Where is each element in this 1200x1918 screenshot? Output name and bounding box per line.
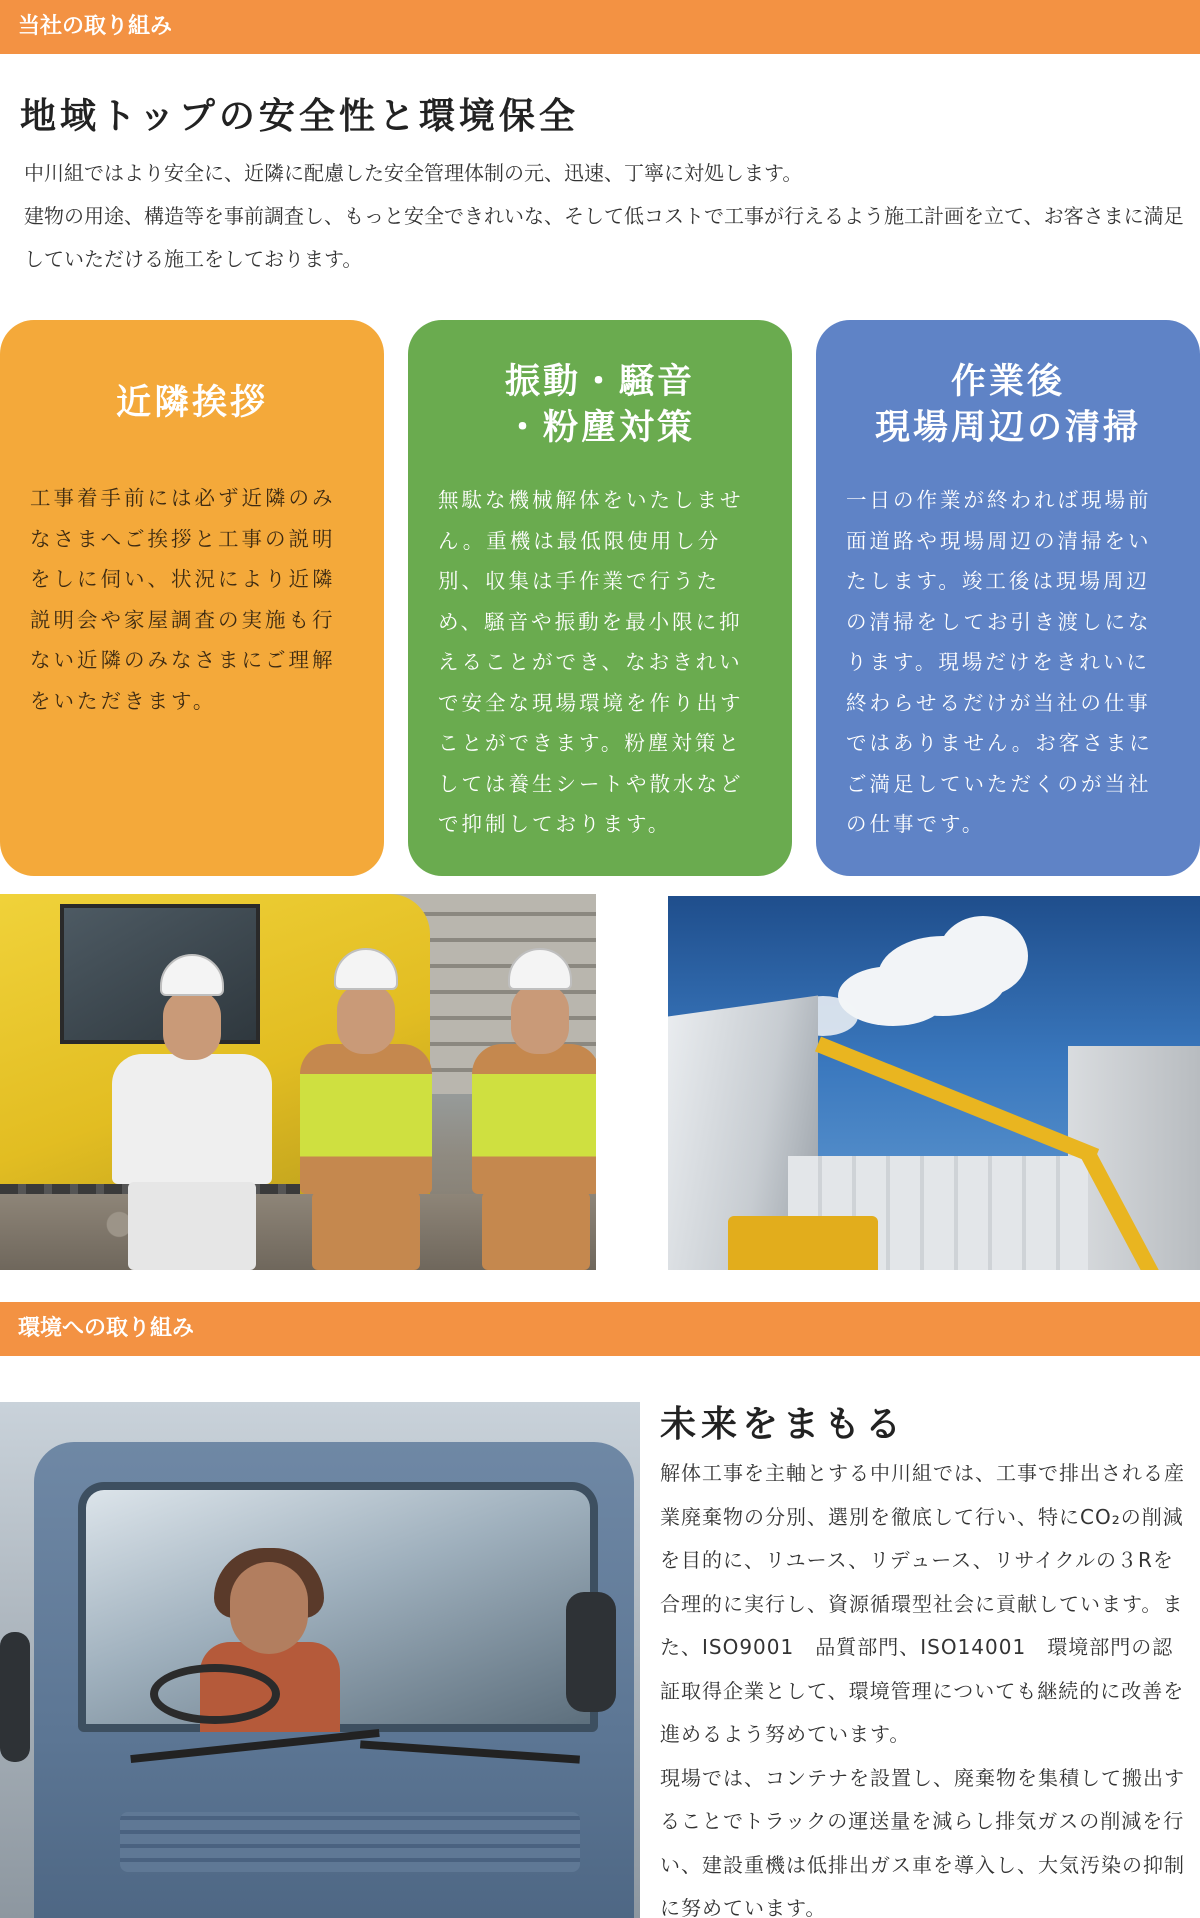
section-paragraph: 現場では、コンテナを設置し、廃棄物を集積して搬出することでトラックの運送量を減らし排気ガスの削減を行い、建設重機は低排出ガス車を導入し、大気汚染の抑制に努めています。 xyxy=(660,1765,1185,1918)
photo-truck-mirror xyxy=(0,1632,30,1762)
section-title: 未来をまもる xyxy=(660,1404,907,1445)
section-header-label: 当社の取り組み xyxy=(18,14,173,39)
section-header-bar xyxy=(0,1302,1200,1356)
photo-steering-wheel xyxy=(150,1664,280,1724)
page-title: 地域トップの安全性と環境保全 xyxy=(20,96,579,137)
intro-paragraph: 建物の用途、構造等を事前調査し、もっと安全できれいな、そして低コストで工事が行えるよう施工計画を立て、お客さまに満足していただける施工をしております。 xyxy=(24,204,1184,271)
photo-demolition-machine xyxy=(728,1216,878,1270)
section-paragraph: 解体工事を主軸とする中川組では、工事で排出される産業廃棄物の分別、選別を徹底して行い、特にCO₂の削減を目的に、リユース、リデュース、リサイクルの３Rを合理的に実行し、資源循環型社会に貢献しています。また、ISO9001 品質部門、ISO14001 環境部門の認証取得企業として、環境管理についても継続的に改善を進めるよう努めています。 xyxy=(660,1461,1185,1746)
section-header-label: 環境への取り組み xyxy=(18,1316,195,1341)
demolition-photo xyxy=(668,896,1200,1270)
truck-photo xyxy=(0,1402,640,1918)
photo-truck-grille xyxy=(120,1812,580,1872)
card-body: 無駄な機械解体をいたしません。重機は最低限使用し分別、収集は手作業で行うため、騒音や振動を最小限に抑えることができ、なおきれいで安全な現場環境を作り出すことができます。粉塵対策としては養生シートや散水などで抑制しております。 xyxy=(438,488,744,836)
card-body: 一日の作業が終われば現場前面道路や現場周辺の清掃をいたします。竣工後は現場周辺の清掃をしてお引き渡しになります。現場だけをきれいに終わらせるだけが当社の仕事ではありません。お客さまにご満足していただくのが当社の仕事です。 xyxy=(846,488,1153,836)
card-noise-dust-measures xyxy=(408,320,792,876)
photo-excavator-cab xyxy=(60,904,260,1044)
card-site-cleaning xyxy=(816,320,1200,876)
card-neighbor-greeting xyxy=(0,320,384,876)
card-body: 工事着手前には必ず近隣のみなさまへご挨拶と工事の説明をしに伺い、状況により近隣説明会や家屋調査の実施も行ない近隣のみなさまにご理解をいただきます。 xyxy=(30,486,336,713)
card-title: 近隣挨拶 xyxy=(115,383,268,423)
section-header-bar xyxy=(0,0,1200,54)
workers-photo xyxy=(0,894,596,1270)
intro-text xyxy=(24,152,1184,281)
photo-demolition-boom xyxy=(815,1037,1099,1164)
photo-truck-mirror xyxy=(566,1592,616,1712)
card-title: 振動・騒音 ・粉塵対策 xyxy=(504,362,695,448)
section-body xyxy=(660,1452,1190,1918)
card-title: 作業後 現場周辺の清掃 xyxy=(874,362,1141,448)
intro-paragraph: 中川組ではより安全に、近隣に配慮した安全管理体制の元、迅速、丁寧に対処します。 xyxy=(24,161,803,185)
